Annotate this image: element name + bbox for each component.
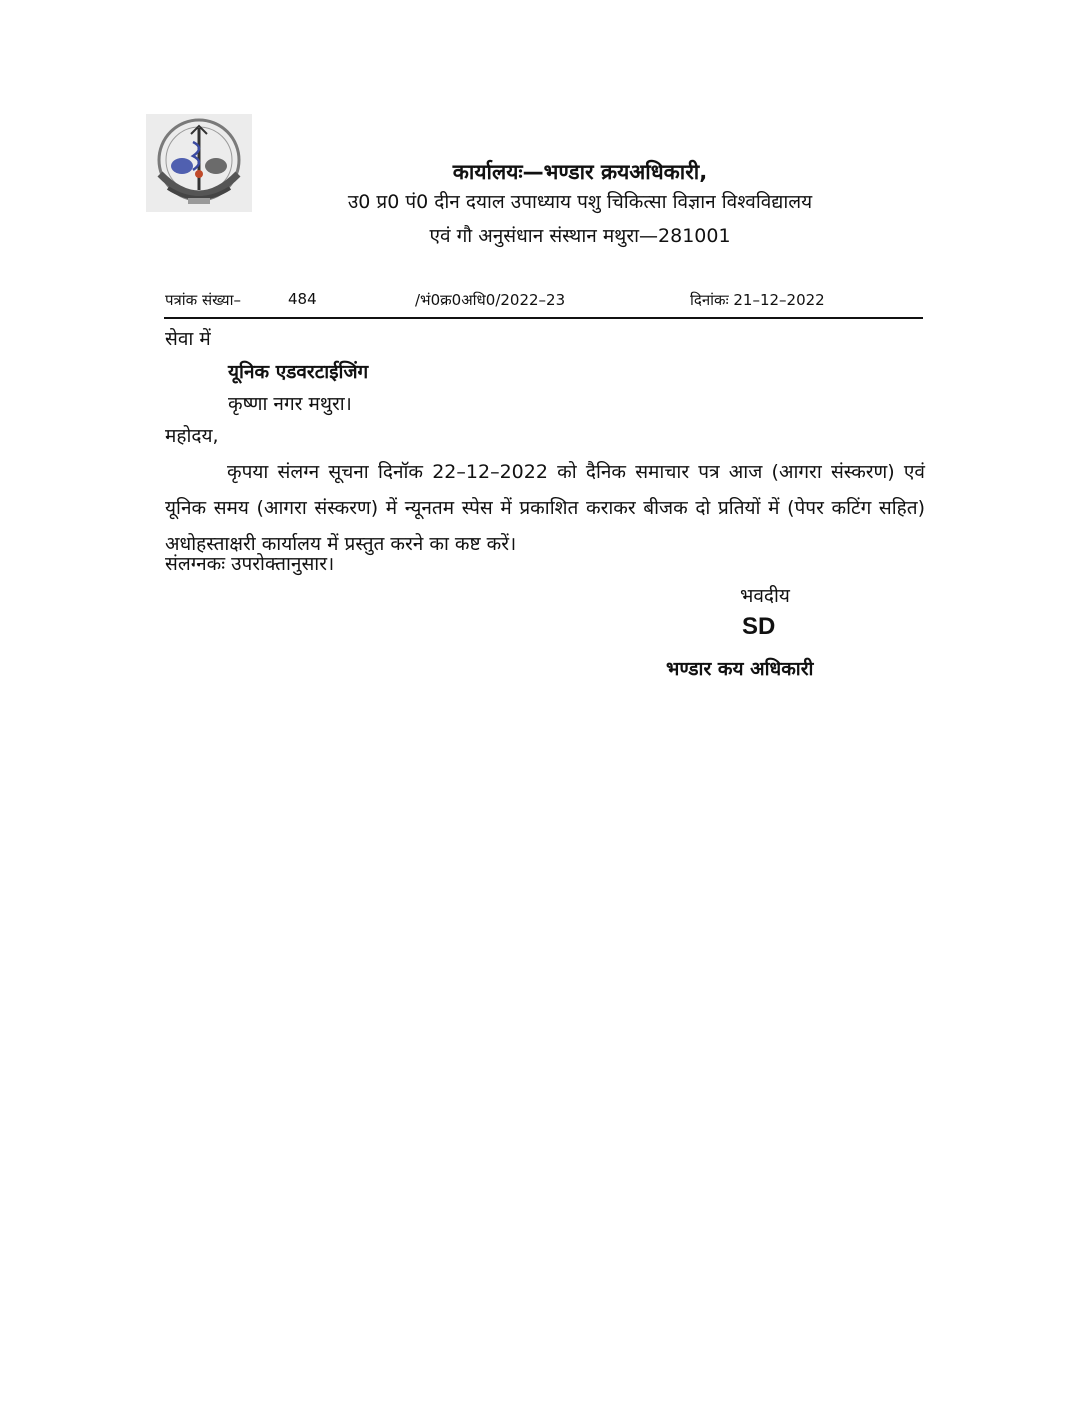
- patrank-label: पत्रांक संख्या–: [165, 291, 241, 309]
- patrank-number: 484: [288, 290, 317, 308]
- salutation-to: सेवा में: [165, 328, 211, 350]
- addressee-name: यूनिक एडवरटाईजिंग: [228, 361, 369, 383]
- letter-body: [165, 454, 925, 562]
- university-name: उ0 प्र0 पं0 दीन दयाल उपाध्याय पशु चिकित्सा विज्ञान विश्वविद्यालय: [347, 191, 813, 213]
- closing: भवदीय: [740, 585, 790, 607]
- addressee-address: कृष्णा नगर मथुरा।: [228, 393, 352, 415]
- signature-sd: SD: [742, 613, 776, 640]
- institute-address: एवं गौ अनुसंधान संस्थान मथुरा—281001: [429, 225, 731, 247]
- file-reference: /भं0क्र0अधि0/2022–23: [415, 291, 566, 309]
- signatory-designation: भण्डार कय अधिकारी: [666, 658, 814, 680]
- enclosure-note: संलग्नकः उपरोक्तानुसार।: [165, 553, 335, 575]
- university-emblem-logo: [146, 114, 252, 212]
- letter-date: दिनांकः 21–12–2022: [690, 291, 825, 309]
- body-paragraph: कृपया संलग्न सूचना दिनॉक 22–12–2022 को दैनिक समाचार पत्र आज (आगरा संस्करण) एवं यूनिक समय (आगरा संस्करण) में न्यूनतम स्पेस में प्रकाशित कराकर बीजक दो प्रतियों में (पेपर कटिंग सहित) अधोहस्ताक्षरी कार्यालय में प्रस्तुत करने का कष्ट करें।: [165, 461, 925, 555]
- header-divider: [164, 317, 923, 319]
- greeting: महोदय,: [165, 425, 219, 447]
- office-title: कार्यालयः—भण्डार क्रयअधिकारी,: [452, 160, 708, 184]
